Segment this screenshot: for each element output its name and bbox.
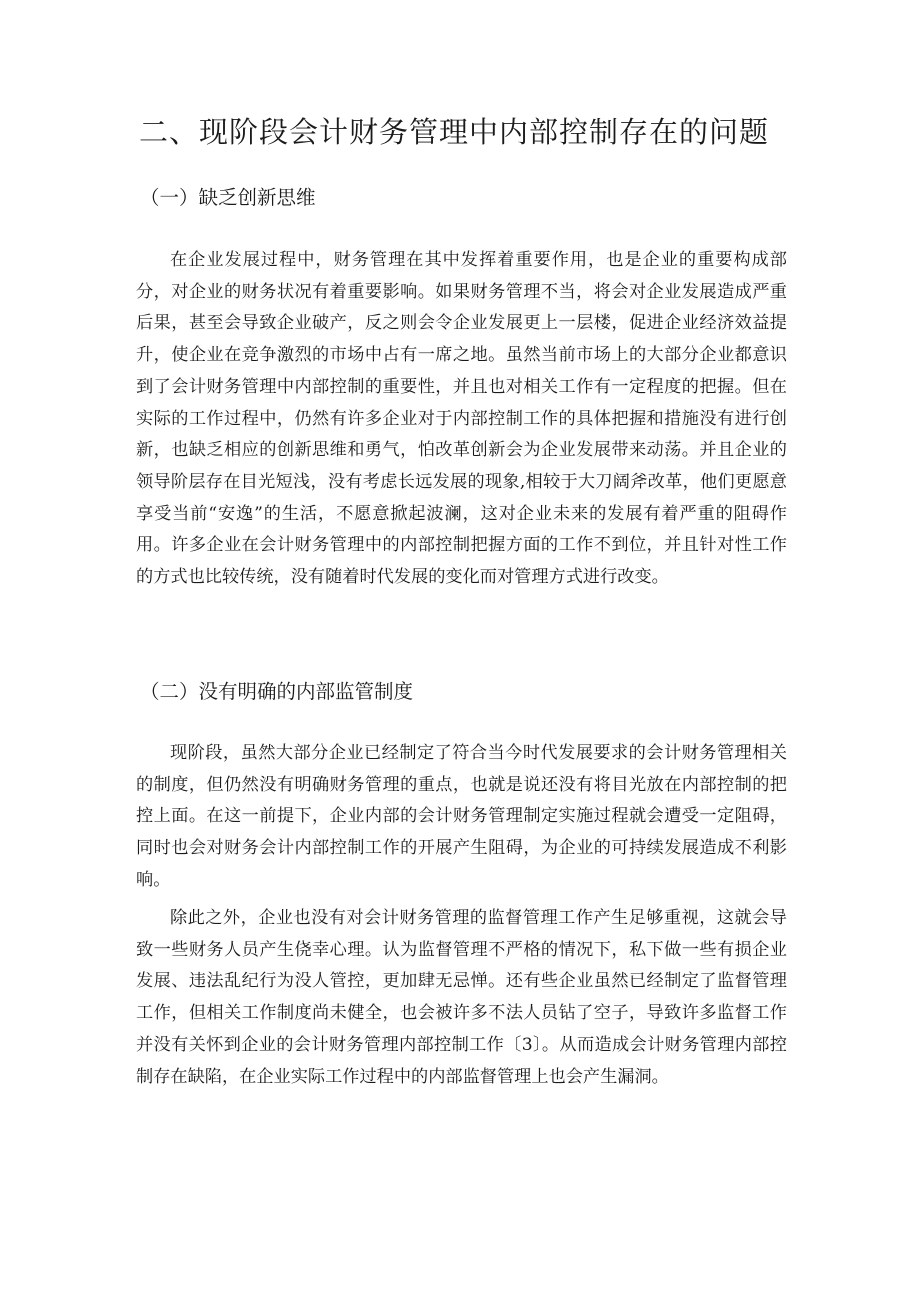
section-2-heading: （二）没有明确的内部监管制度: [140, 680, 414, 703]
section-2-paragraph-1: 现阶段，虽然大部分企业已经制定了符合当今时代发展要求的会计财务管理相关的制度，但仍然没有明确财务管理的重点，也就是说还没有将目光放在内部控制的把控上面。在这一前提下，企业内部的会计财务管理制定实施过程就会遭受一定阻碍，同时也会对财务会计内部控制工作的开展产生阻碍，为企业的可持续发展造成不利影响。: [136, 743, 787, 890]
section-1-heading: （一）缺乏创新思维: [140, 186, 316, 209]
section-2-paragraph-2: 除此之外，企业也没有对会计财务管理的监督管理工作产生足够重视，这就会导致一些财务人员产生侥幸心理。认为监督管理不严格的情况下，私下做一些有损企业发展、违法乱纪行为没人管控，更加肆无忌惮。还有些企业虽然已经制定了监督管理工作，但相关工作制度尚未健全，也会被许多不法人员钻了空子，导致许多监督工作并没有关怀到企业的会计财务管理内部控制工作〔3〕。从而造成会计财务管理内部控制存在缺陷，在企业实际工作过程中的内部监督管理上也会产生漏洞。: [136, 908, 787, 1087]
page-title: 二、现阶段会计财务管理中内部控制存在的问题: [139, 115, 770, 149]
section-1-paragraph-1: 在企业发展过程中，财务管理在其中发挥着重要作用，也是企业的重要构成部分，对企业的财务状况有着重要影响。如果财务管理不当，将会对企业发展造成严重后果，甚至会导致企业破产，反之则会令企业发展更上一层楼，促进企业经济效益提升，使企业在竞争激烈的市场中占有一席之地。虽然当前市场上的大部分企业都意识到了会计财务管理中内部控制的重要性，并且也对相关工作有一定程度的把握。但在实际的工作过程中，仍然有许多企业对于内部控制工作的具体把握和措施没有进行创新，也缺乏相应的创新思维和勇气，怕改革创新会为企业发展带来动荡。并且企业的领导阶层存在目光短浅，没有考虑长远发展的现象,相较于大刀阔斧改革，他们更愿意享受当前“安逸”的生活，不愿意掀起波澜，这对企业未来的发展有着严重的阻碍作用。许多企业在会计财务管理中的内部控制把握方面的工作不到位，并且针对性工作的方式也比较传统，没有随着时代发展的变化而对管理方式进行改变。: [136, 250, 787, 588]
